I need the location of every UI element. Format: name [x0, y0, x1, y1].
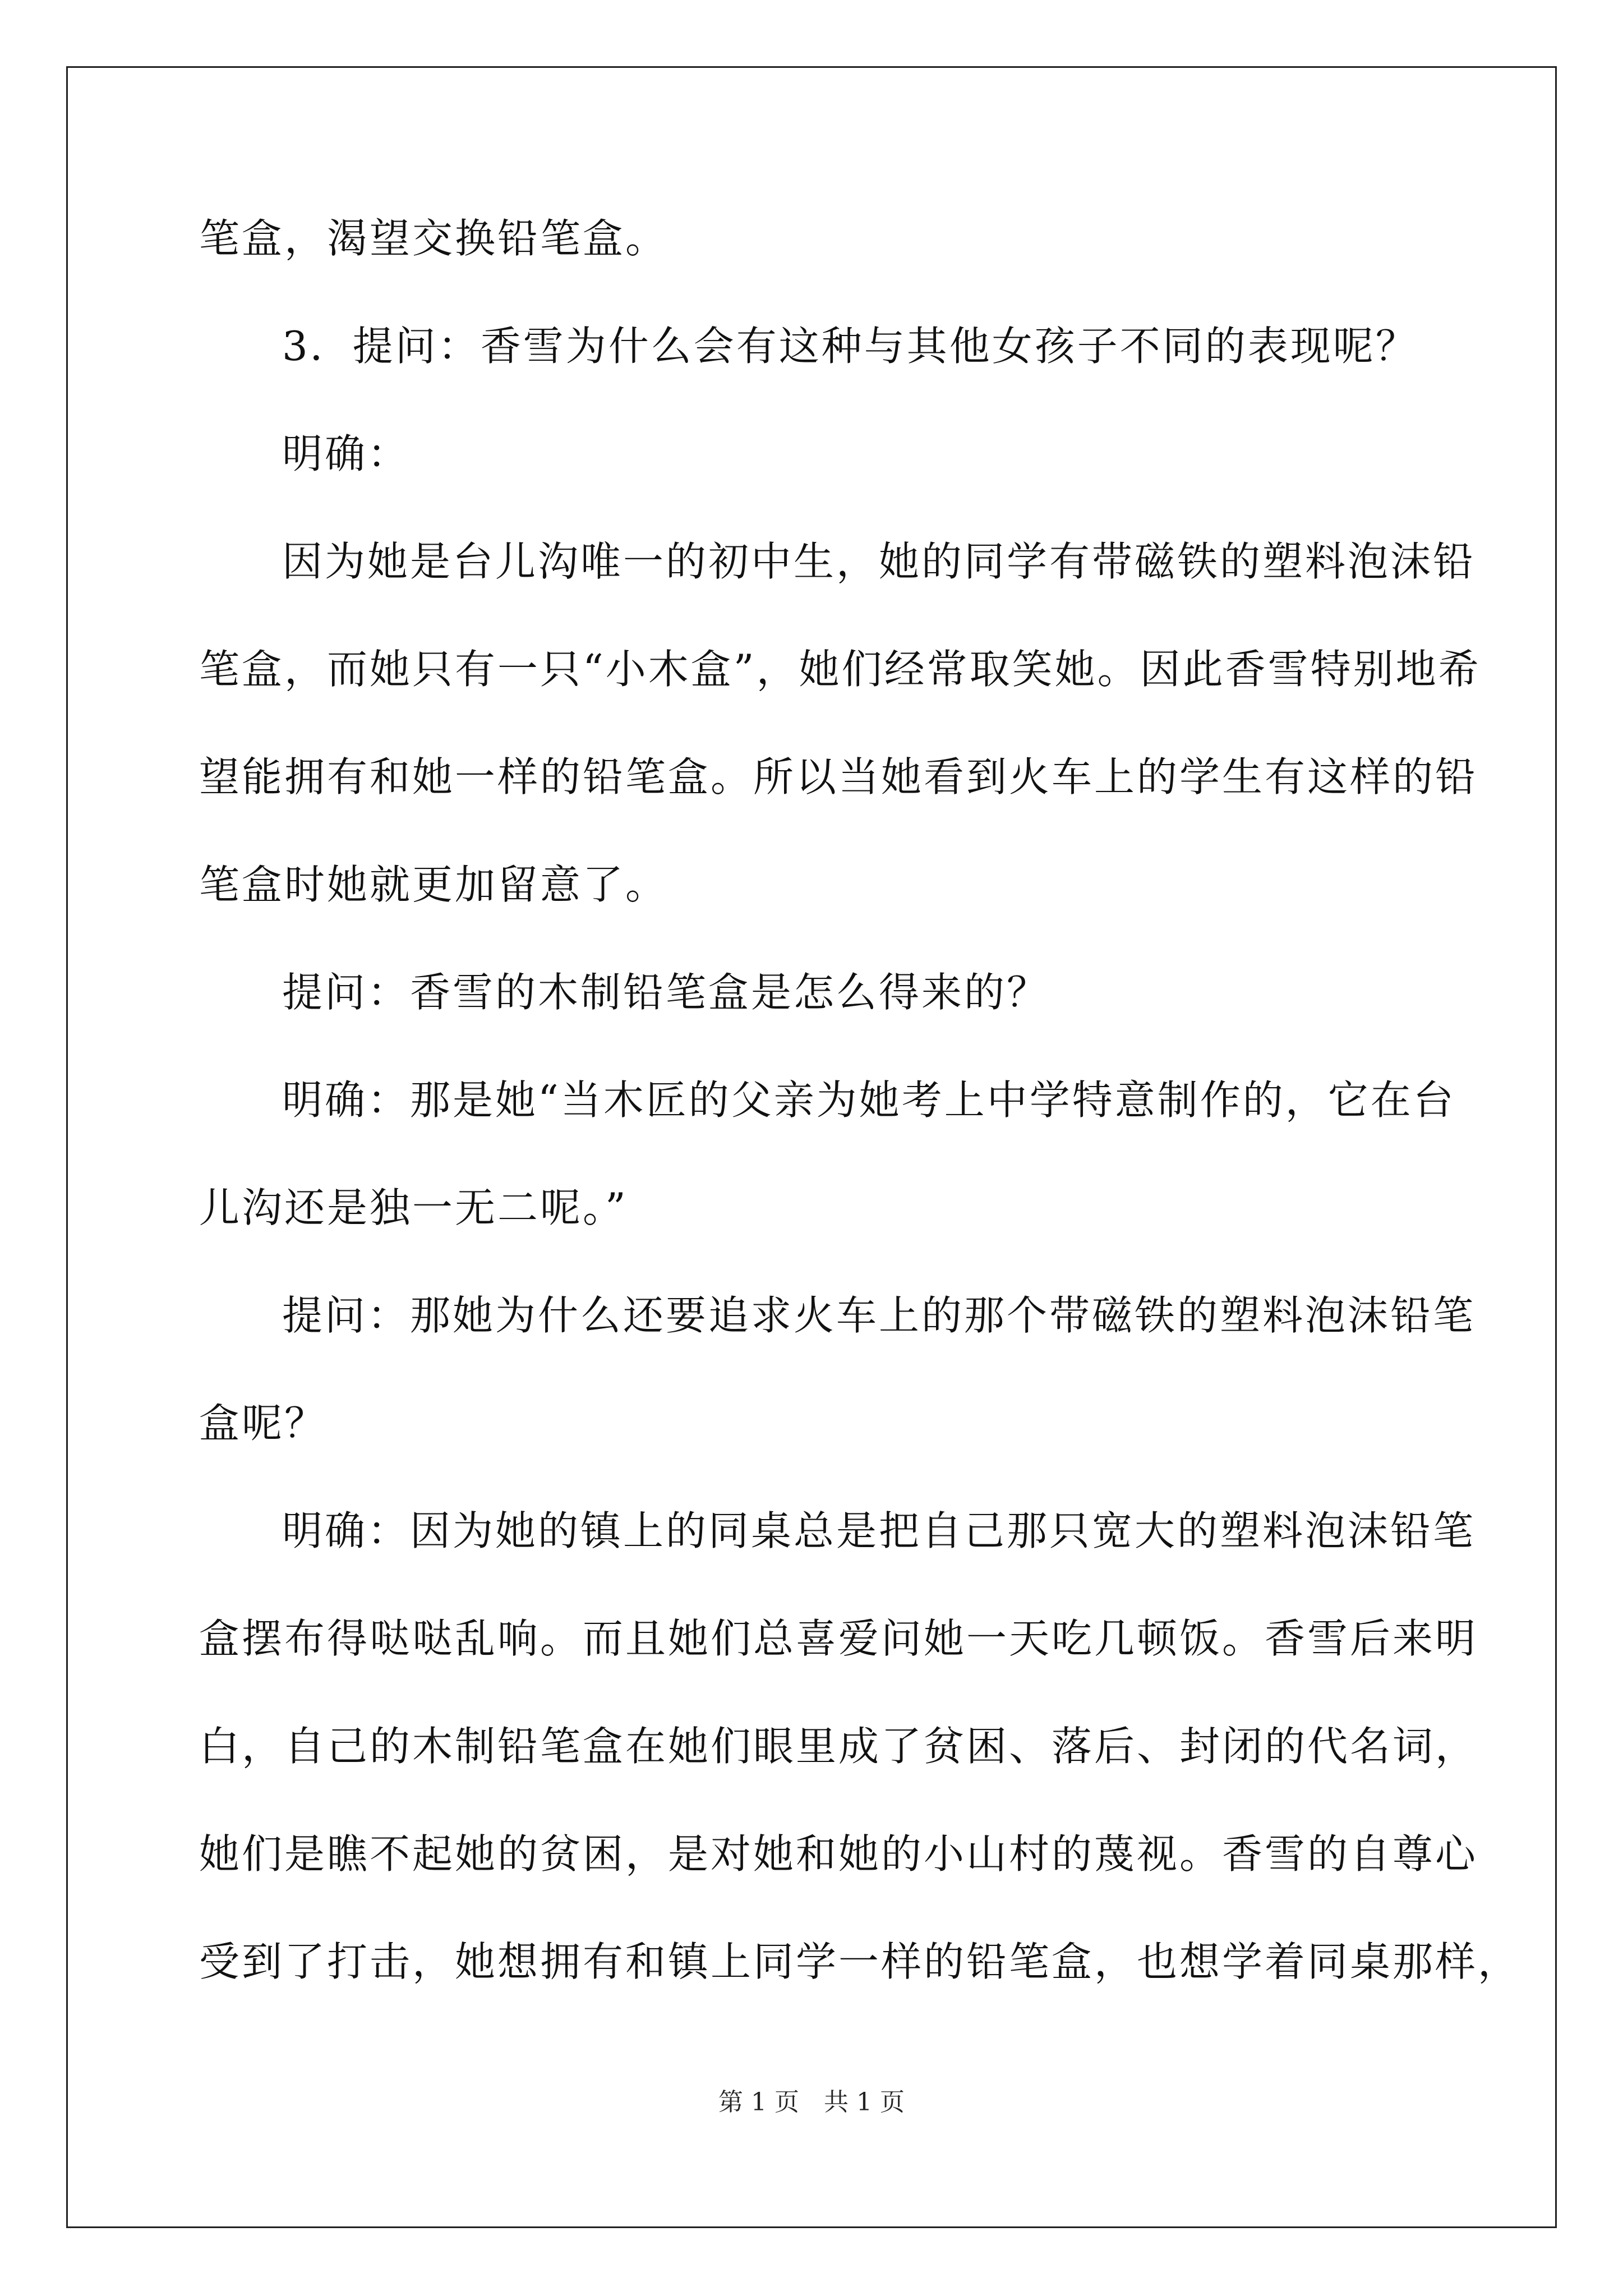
text-line: 盒摆布得哒哒乱响。而且她们总喜爱问她一天吃几顿饭。香雪后来明 — [199, 1615, 1478, 1662]
text-line: 提问：那她为什么还要追求火车上的那个带磁铁的塑料泡沫铅笔 — [282, 1292, 1476, 1339]
text-line: 盒呢？ — [199, 1400, 328, 1447]
text-line: 3．提问：香雪为什么会有这种与其他女孩子不同的表现呢？ — [282, 323, 1418, 370]
page-footer: 第 1 页 共 1 页 — [718, 2088, 905, 2116]
page-border — [66, 66, 1557, 2228]
text-line: 因为她是台儿沟唯一的初中生，她的同学有带磁铁的塑料泡沫铅 — [282, 538, 1476, 585]
text-line: 笔盒时她就更加留意了。 — [199, 861, 668, 908]
text-line: 白，自己的木制铅笔盒在她们眼里成了贫困、落后、封闭的代名词， — [199, 1723, 1478, 1770]
text-line: 受到了打击，她想拥有和镇上同学一样的铅笔盒，也想学着同桌那样， — [199, 1938, 1521, 1985]
text-line: 明确：那是她“当木匠的父亲为她考上中学特意制作的，它在台 — [282, 1076, 1456, 1124]
text-line: 明确：因为她的镇上的同桌总是把自己那只宽大的塑料泡沫铅笔 — [282, 1507, 1476, 1554]
text-line: 她们是瞧不起她的贫困，是对她和她的小山村的蔑视。香雪的自尊心 — [199, 1830, 1478, 1878]
text-line: 儿沟还是独一无二呢。” — [199, 1184, 628, 1231]
text-line: 明确： — [282, 430, 411, 477]
text-line: 提问：香雪的木制铅笔盒是怎么得来的？ — [282, 969, 1050, 1016]
text-line: 笔盒，渴望交换铅笔盒。 — [199, 215, 668, 262]
text-line: 笔盒，而她只有一只“小木盒”，她们经常取笑她。因此香雪特别地希 — [199, 646, 1481, 693]
text-line: 望能拥有和她一样的铅笔盒。所以当她看到火车上的学生有这样的铅 — [199, 753, 1478, 800]
